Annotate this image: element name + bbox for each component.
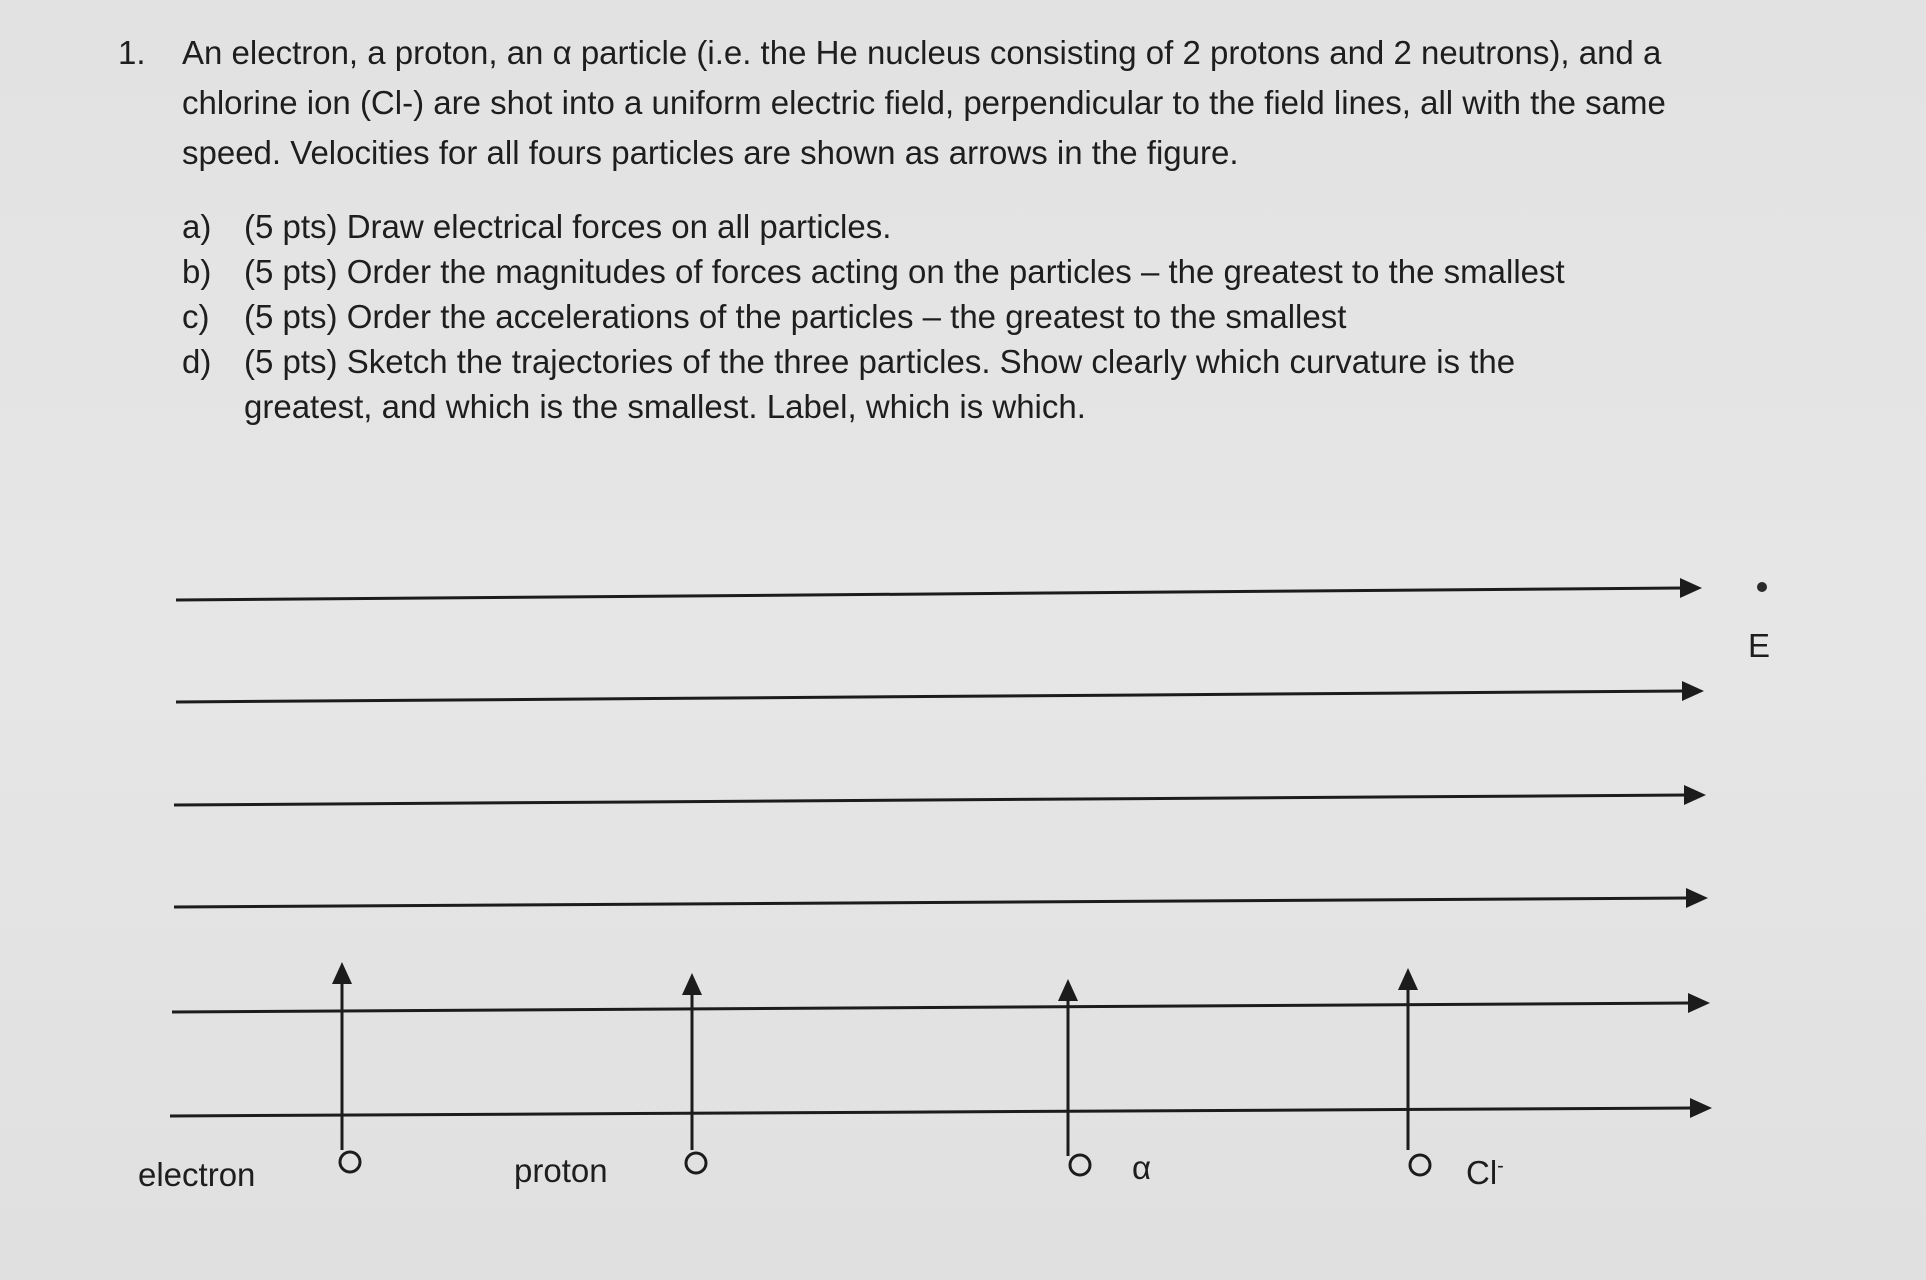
chlorine-velocity-arrow [1398, 968, 1430, 1175]
field-marker-dot [1757, 582, 1767, 592]
field-arrowhead [1690, 1098, 1712, 1118]
alpha-label: α [1132, 1149, 1152, 1186]
field-arrowhead [1684, 785, 1706, 805]
field-line [174, 795, 1686, 805]
part-letter: b) [182, 253, 212, 290]
electron-label: electron [138, 1156, 256, 1193]
field-line [170, 1108, 1692, 1116]
part-letter: d) [182, 343, 212, 380]
part-letter: c) [182, 298, 210, 335]
field-line [174, 898, 1688, 907]
electron-velocity-arrow [332, 962, 360, 1172]
question-number: 1. [118, 34, 146, 71]
velocity-arrowhead [1058, 979, 1078, 1001]
part-text: (5 pts) Order the accelerations of the particles – the greatest to the smallest [244, 298, 1347, 335]
proton-particle [686, 1153, 706, 1173]
field-arrowhead [1688, 993, 1710, 1013]
alpha-particle [1070, 1155, 1090, 1175]
electron-particle [340, 1152, 360, 1172]
chlorine-particle [1410, 1155, 1430, 1175]
velocity-arrowhead [332, 962, 352, 984]
field-line [176, 588, 1682, 600]
field-arrowhead [1686, 888, 1708, 908]
alpha-velocity-arrow [1058, 979, 1090, 1175]
velocity-arrowhead [682, 973, 702, 995]
chlorine-symbol: Cl [1466, 1154, 1498, 1191]
field-arrowhead [1680, 578, 1702, 598]
field-line [172, 1003, 1690, 1012]
field-line [176, 691, 1684, 702]
field-label: E [1748, 627, 1771, 664]
part-text: (5 pts) Order the magnitudes of forces acting on the particles – the greatest to the smallest [244, 253, 1565, 290]
chlorine-charge: - [1497, 1155, 1504, 1177]
part-letter: a) [182, 208, 212, 245]
proton-label: proton [514, 1152, 608, 1189]
part-text: (5 pts) Draw electrical forces on all particles. [244, 208, 892, 245]
velocity-arrowhead [1398, 968, 1418, 990]
part-text: (5 pts) Sketch the trajectories of the three particles. Show clearly which curvature is the greatest, and which is the smallest. Label, which is which. [244, 343, 1516, 425]
proton-velocity-arrow [682, 973, 706, 1173]
question-text: An electron, a proton, an α particle (i.e. the He nucleus consisting of 2 protons and 2 neutrons), and a chlorine ion (Cl-) are shot into a uniform electric field, perpendicular to the field lines, all with the same speed. Velocities for all fours particles are shown as arrows in the figure. [182, 34, 1666, 171]
field-arrowhead [1682, 681, 1704, 701]
chlorine-ion-label [1466, 1148, 1504, 1191]
field-lines [170, 578, 1712, 1118]
